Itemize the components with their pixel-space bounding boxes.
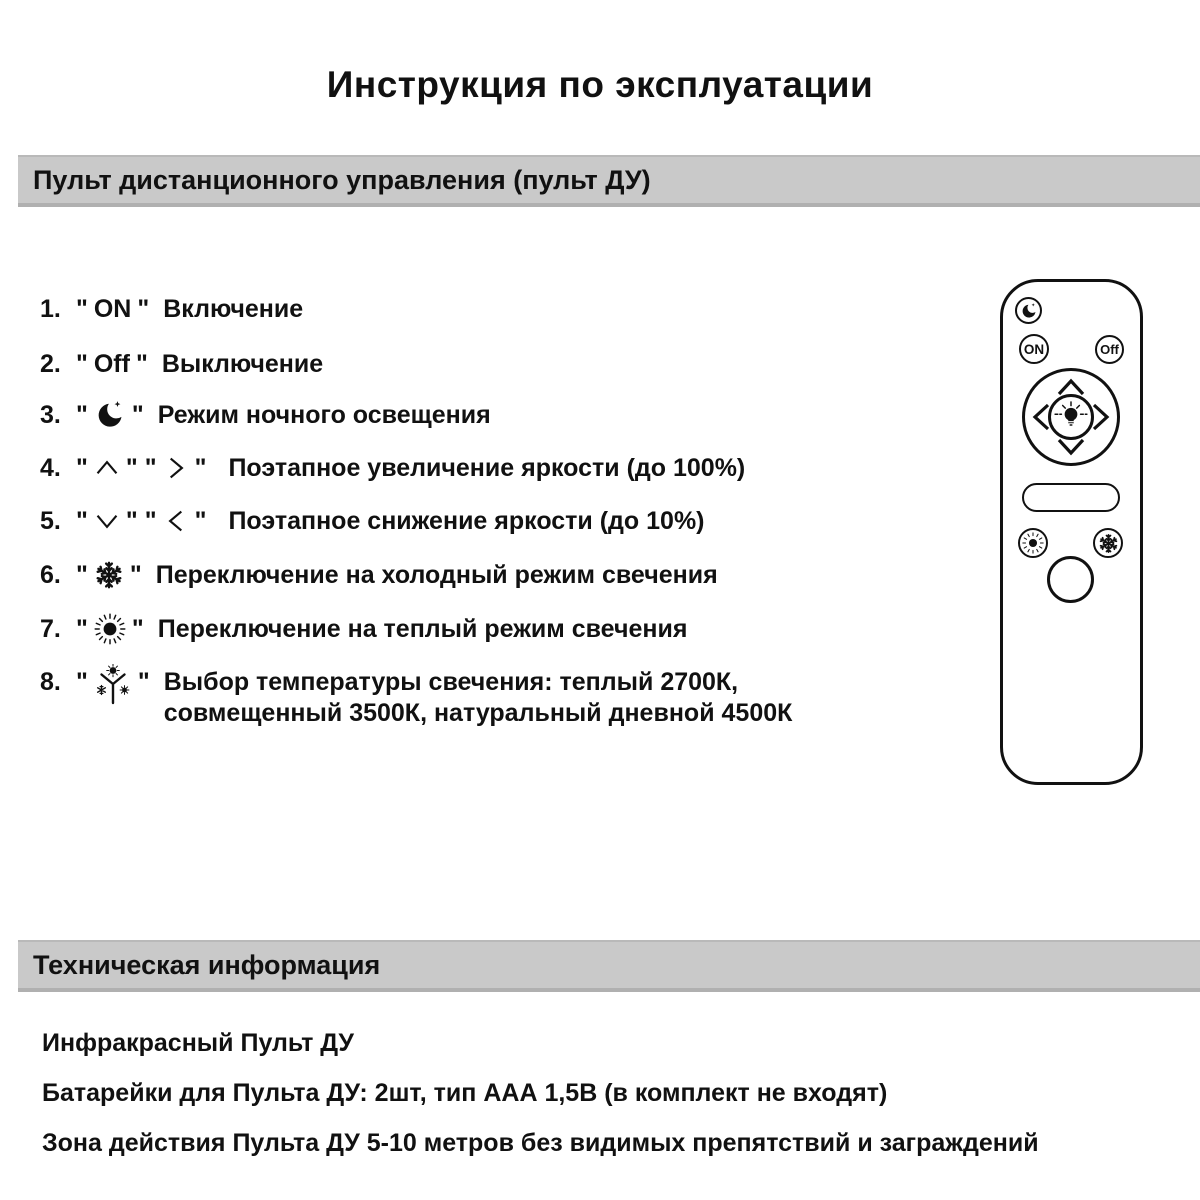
sun-icon (1022, 532, 1044, 554)
quote-mark: " (76, 453, 88, 482)
on-key-label: ON (93, 294, 132, 323)
quote-mark: " (125, 453, 138, 482)
dpad-control (1022, 368, 1120, 466)
chevron-left-icon (163, 508, 189, 534)
quote-mark: " (135, 349, 148, 378)
moon-icon (1020, 302, 1038, 320)
moon-icon (94, 399, 126, 431)
night-mode-button (1015, 297, 1042, 324)
list-item (40, 664, 792, 729)
item-description (164, 664, 793, 729)
item-description: Включение (163, 294, 304, 323)
item-number: 1. (40, 294, 61, 323)
round-button (1047, 556, 1094, 603)
item-description: Режим ночного освещения (157, 400, 491, 429)
quote-mark: " (194, 506, 207, 535)
chevron-up-icon (94, 455, 120, 481)
section-heading-tech-label: Техническая информация (33, 949, 381, 980)
quote-mark: " (131, 400, 144, 429)
snowflake-icon (1098, 533, 1119, 554)
sun-icon (94, 613, 126, 645)
quote-mark: " (76, 400, 88, 429)
quote-mark: " (76, 294, 88, 323)
remote-illustration (1000, 279, 1143, 785)
color-temperature-icon (94, 664, 132, 706)
list-item (40, 611, 687, 647)
quote-mark: " (76, 668, 88, 696)
chevron-right-icon (163, 455, 189, 481)
quote-mark: " (131, 614, 144, 643)
bulb-icon (1051, 397, 1091, 437)
quote-mark: " (76, 614, 88, 643)
brightness-center-button (1048, 394, 1094, 440)
section-heading-remote-label: Пульт дистанционного управления (пульт ДУ) (33, 164, 651, 195)
list-item (40, 503, 705, 539)
quote-mark: " (76, 560, 88, 589)
quote-mark: " (76, 349, 88, 378)
list-item (40, 346, 323, 382)
item-number: 5. (40, 506, 61, 535)
item-description: Переключение на теплый режим свечения (157, 614, 688, 643)
item-number: 8. (40, 668, 61, 696)
quote-mark: " (194, 453, 207, 482)
item-description: Выключение (161, 349, 324, 378)
quote-mark: " (137, 294, 150, 323)
off-button-label: Off (1100, 342, 1119, 357)
tech-info-line: Батарейки для Пульта ДУ: 2шт, тип ААА 1,5В (в комплект не входят) (42, 1079, 888, 1107)
list-item (40, 450, 745, 486)
item-number: 7. (40, 614, 61, 643)
quote-mark: " (129, 560, 142, 589)
page-title: Инструкция по эксплуатации (326, 64, 874, 105)
item-number: 4. (40, 453, 61, 482)
cold-mode-button (1093, 528, 1123, 558)
section-heading-remote (18, 155, 1200, 207)
on-button-label: ON (1023, 341, 1045, 357)
item-description: Поэтапное увеличение яркости (до 100%) (228, 453, 746, 482)
item-number: 3. (40, 400, 61, 429)
item-number: 6. (40, 560, 61, 589)
list-item (40, 557, 718, 593)
quote-mark: " (144, 506, 157, 535)
quote-mark: " (125, 506, 138, 535)
quote-mark: " (137, 668, 150, 696)
item-description: Поэтапное снижение яркости (до 10%) (228, 506, 705, 535)
list-item (40, 291, 303, 327)
item-number: 2. (40, 349, 61, 378)
quote-mark: " (144, 453, 157, 482)
off-key-label: Off (93, 349, 130, 378)
section-heading-tech (18, 940, 1200, 992)
warm-mode-button (1018, 528, 1048, 558)
chevron-down-icon (94, 508, 120, 534)
list-item (40, 397, 491, 433)
item-description-line-2: совмещенный 3500К, натуральный дневной 4500К (163, 699, 793, 727)
quote-mark: " (76, 506, 88, 535)
tech-info-line: Зона действия Пульта ДУ 5-10 метров без видимых препятствий и заграждений (42, 1129, 1039, 1157)
off-button (1095, 335, 1124, 364)
on-button (1019, 334, 1049, 364)
item-description-line-1: Выбор температуры свечения: теплый 2700К, (163, 668, 739, 696)
pill-button (1022, 483, 1120, 512)
snowflake-icon (94, 560, 124, 590)
tech-info-line: Инфракрасный Пульт ДУ (42, 1029, 354, 1057)
item-description: Переключение на холодный режим свечения (155, 560, 718, 589)
